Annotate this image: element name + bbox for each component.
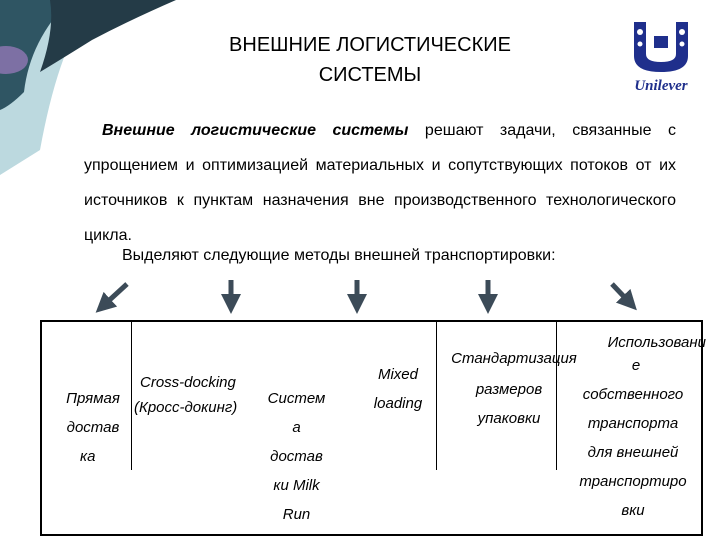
methods-subheading: Выделяют следующие методы внешней транспортировки: (122, 247, 556, 264)
method-milkrun-line: достав (270, 448, 323, 465)
logo-text: Unilever (634, 78, 688, 94)
method-milkrun-line: Run (282, 506, 311, 523)
method-crossdock-line: Cross-docking (140, 374, 236, 391)
method-milkrun-line: Систем (267, 390, 326, 407)
slide-title (160, 30, 580, 90)
method-own-line: е (631, 357, 641, 374)
title-line-1: ВНЕШНИЕ ЛОГИСТИЧЕСКИЕ (229, 34, 511, 56)
method-standard-line: Стандартизация (451, 350, 577, 367)
method-own-transport (560, 328, 706, 525)
method-mixed-line: loading (373, 395, 423, 412)
method-standard-line: размеров (475, 381, 543, 398)
method-own-line: вки (621, 502, 645, 519)
method-direct-line: Прямая (66, 390, 120, 407)
method-crossdock (134, 368, 259, 422)
method-own-line: Использовани (607, 334, 706, 351)
intro-paragraph (84, 113, 676, 253)
intro-rest: решают задачи, связанные с упрощением и оптимизацией материальных и сопутствующих потоков от их источников к пунктам назначения вне производственного технологического цикла. (84, 122, 676, 244)
method-own-line: транспорта (587, 415, 679, 432)
method-own-line: собственного (582, 386, 684, 403)
down-arrow-icon (612, 284, 630, 303)
method-mixed-line: Mixed (377, 366, 418, 383)
intro-bold: Внешние логистические системы (102, 122, 409, 139)
method-crossdock-line: (Кросс-докинг) (134, 399, 238, 416)
method-mixed (358, 360, 438, 418)
method-direct (56, 384, 130, 471)
method-milkrun-line: а (292, 419, 301, 436)
method-direct-line: ка (80, 448, 96, 465)
down-arrow-icon (103, 284, 127, 306)
method-own-line: для внешней (587, 444, 679, 461)
method-milkrun (254, 384, 339, 529)
divider-1 (131, 320, 132, 470)
method-milkrun-line: ки Milk (273, 477, 320, 494)
arrows-row (0, 270, 720, 320)
unilever-logo-icon (620, 18, 702, 96)
method-own-line: транспортиро (579, 473, 687, 490)
method-standard-line: упаковки (477, 410, 541, 427)
title-line-2: СИСТЕМЫ (318, 64, 422, 86)
method-direct-line: достав (66, 419, 120, 436)
